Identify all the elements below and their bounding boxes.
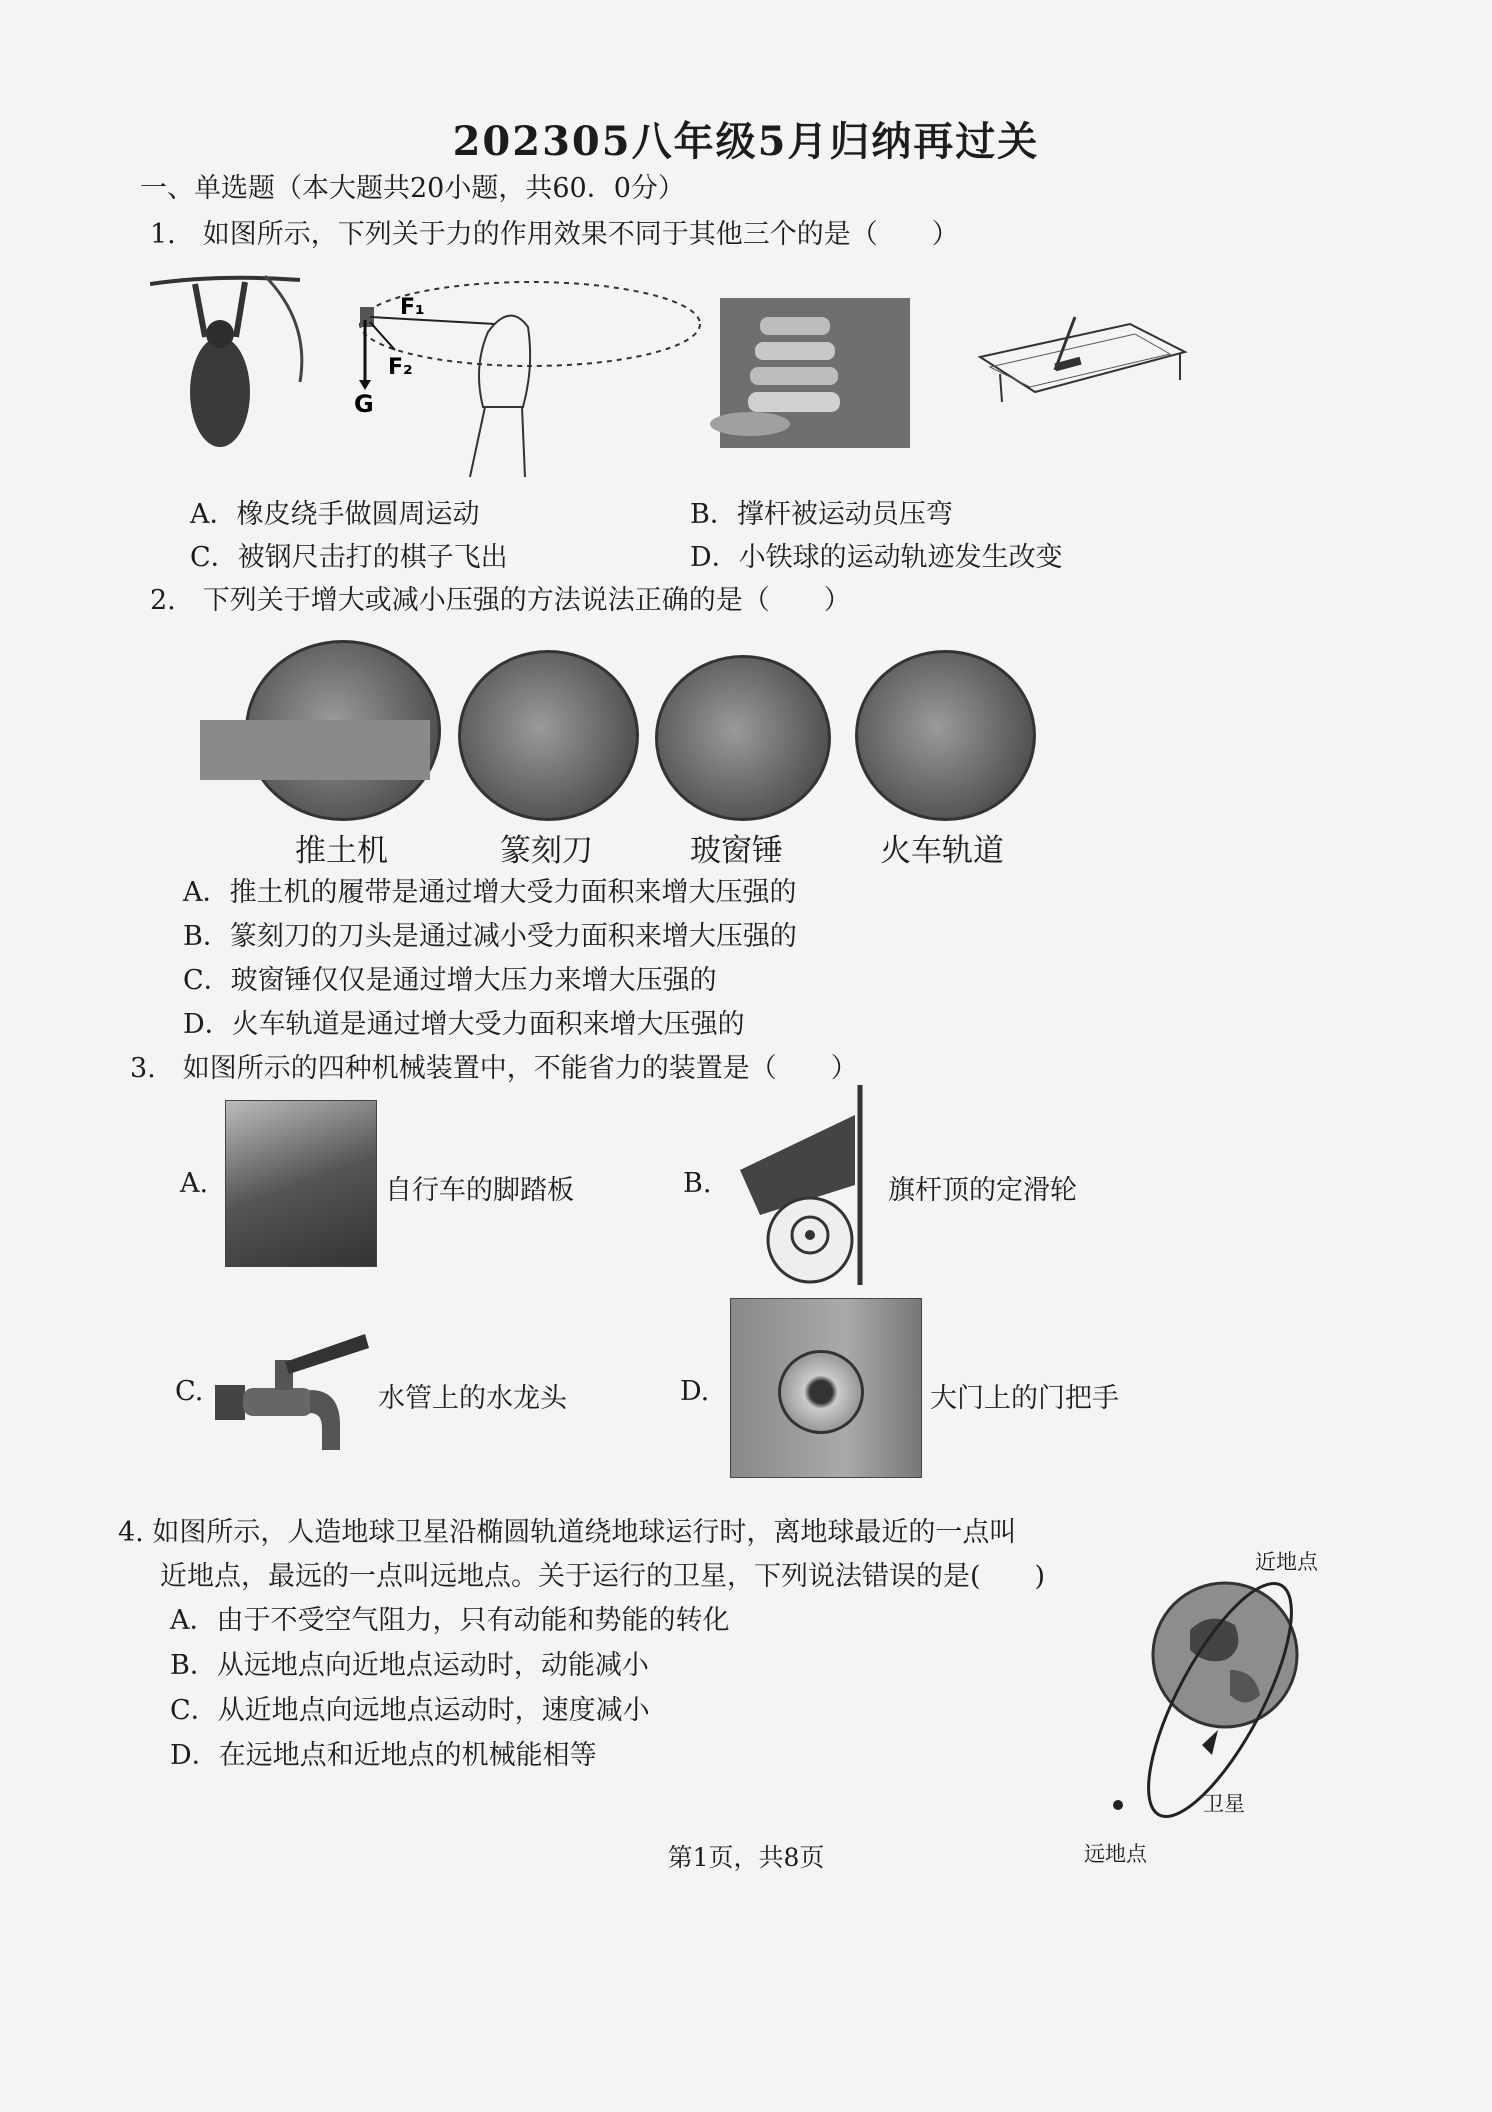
q4-option-c: C．从近地点向远地点运动时，速度减小: [170, 1695, 650, 1726]
q3-letter-b: B.: [683, 1168, 712, 1199]
door-knob: [778, 1350, 864, 1434]
ruler-board-figure: [980, 317, 1185, 402]
caption-bulldozer: 推土机: [295, 833, 388, 869]
seal-knife-photo: [458, 650, 639, 821]
q1-option-c: C．被钢尺击打的棋子飞出: [190, 542, 508, 573]
q1-option-b: B．撑杆被运动员压弯: [690, 499, 953, 530]
window-hammer-photo: [655, 655, 831, 821]
caption-window-hammer: 玻窗锤: [690, 833, 783, 869]
flagpole-pulley-figure: [730, 1085, 880, 1285]
chess-piece-stack-photo: [710, 298, 910, 448]
page-title: 202305八年级5月归纳再过关: [452, 118, 1040, 165]
q2-option-d: D．火车轨道是通过增大受力面积来增大压强的: [183, 1009, 745, 1040]
q2-option-c: C．玻窗锤仅仅是通过增大压力来增大压强的: [183, 965, 717, 996]
q1-option-d: D．小铁球的运动轨迹发生改变: [690, 542, 1063, 573]
label-satellite: 卫星: [1203, 1792, 1245, 1816]
q3-text-d: 大门上的门把手: [930, 1383, 1119, 1414]
water-tap-figure: [215, 1330, 375, 1460]
label-g: G: [354, 390, 374, 418]
q3-text-a: 自行车的脚踏板: [385, 1175, 574, 1206]
label-f2: F₂: [388, 355, 413, 380]
label-apogee: 远地点: [1084, 1842, 1147, 1866]
monkey-branch-figure: [150, 276, 302, 447]
caption-seal-knife: 篆刻刀: [500, 833, 593, 869]
q4-option-a: A．由于不受空气阻力，只有动能和势能的转化: [170, 1605, 730, 1636]
caption-railway-track: 火车轨道: [880, 833, 1004, 869]
q3-text-b: 旗杆顶的定滑轮: [888, 1175, 1077, 1206]
question-1-figures: [150, 262, 1210, 482]
q3-letter-d: D.: [680, 1376, 710, 1407]
label-perigee: 近地点: [1255, 1550, 1318, 1574]
q3-letter-c: C.: [175, 1376, 204, 1407]
question-3-stem: 3. 如图所示的四种机械装置中，不能省力的装置是（ ）: [130, 1053, 858, 1084]
q4-option-b: B．从远地点向近地点运动时，动能减小: [170, 1650, 649, 1681]
question-2-stem: 2. 下列关于增大或减小压强的方法说法正确的是（ ）: [150, 585, 851, 616]
q2-option-a: A．推土机的履带是通过增大受力面积来增大压强的: [183, 877, 797, 908]
q1-option-a: A．橡皮绕手做圆周运动: [190, 499, 480, 530]
label-f1: F₁: [400, 295, 425, 320]
q3-letter-a: A.: [180, 1168, 209, 1199]
q3-text-c: 水管上的水龙头: [378, 1383, 567, 1414]
q2-option-b: B．篆刻刀的刀头是通过减小受力面积来增大压强的: [183, 921, 797, 952]
question-4-stem-line2: 近地点，最远的一点叫远地点。关于运行的卫星，下列说法错误的是( ): [160, 1561, 1046, 1592]
page-footer: 第1页，共8页: [667, 1843, 825, 1872]
bicycle-pedal-photo: [225, 1100, 377, 1267]
section-heading: 一、单选题（本大题共20小题，共60．0分）: [140, 173, 685, 204]
q4-option-d: D．在远地点和近地点的机械能相等: [170, 1740, 597, 1771]
question-1-stem: 1. 如图所示，下列关于力的作用效果不同于其他三个的是（ ）: [150, 219, 959, 250]
railway-track-photo: [855, 650, 1036, 821]
satellite-orbit-figure: [1080, 1570, 1320, 1840]
question-4-stem-line1: 4. 如图所示，人造地球卫星沿椭圆轨道绕地球运行时，离地球最近的一点叫: [118, 1517, 1017, 1548]
bulldozer-blade: [200, 720, 430, 780]
